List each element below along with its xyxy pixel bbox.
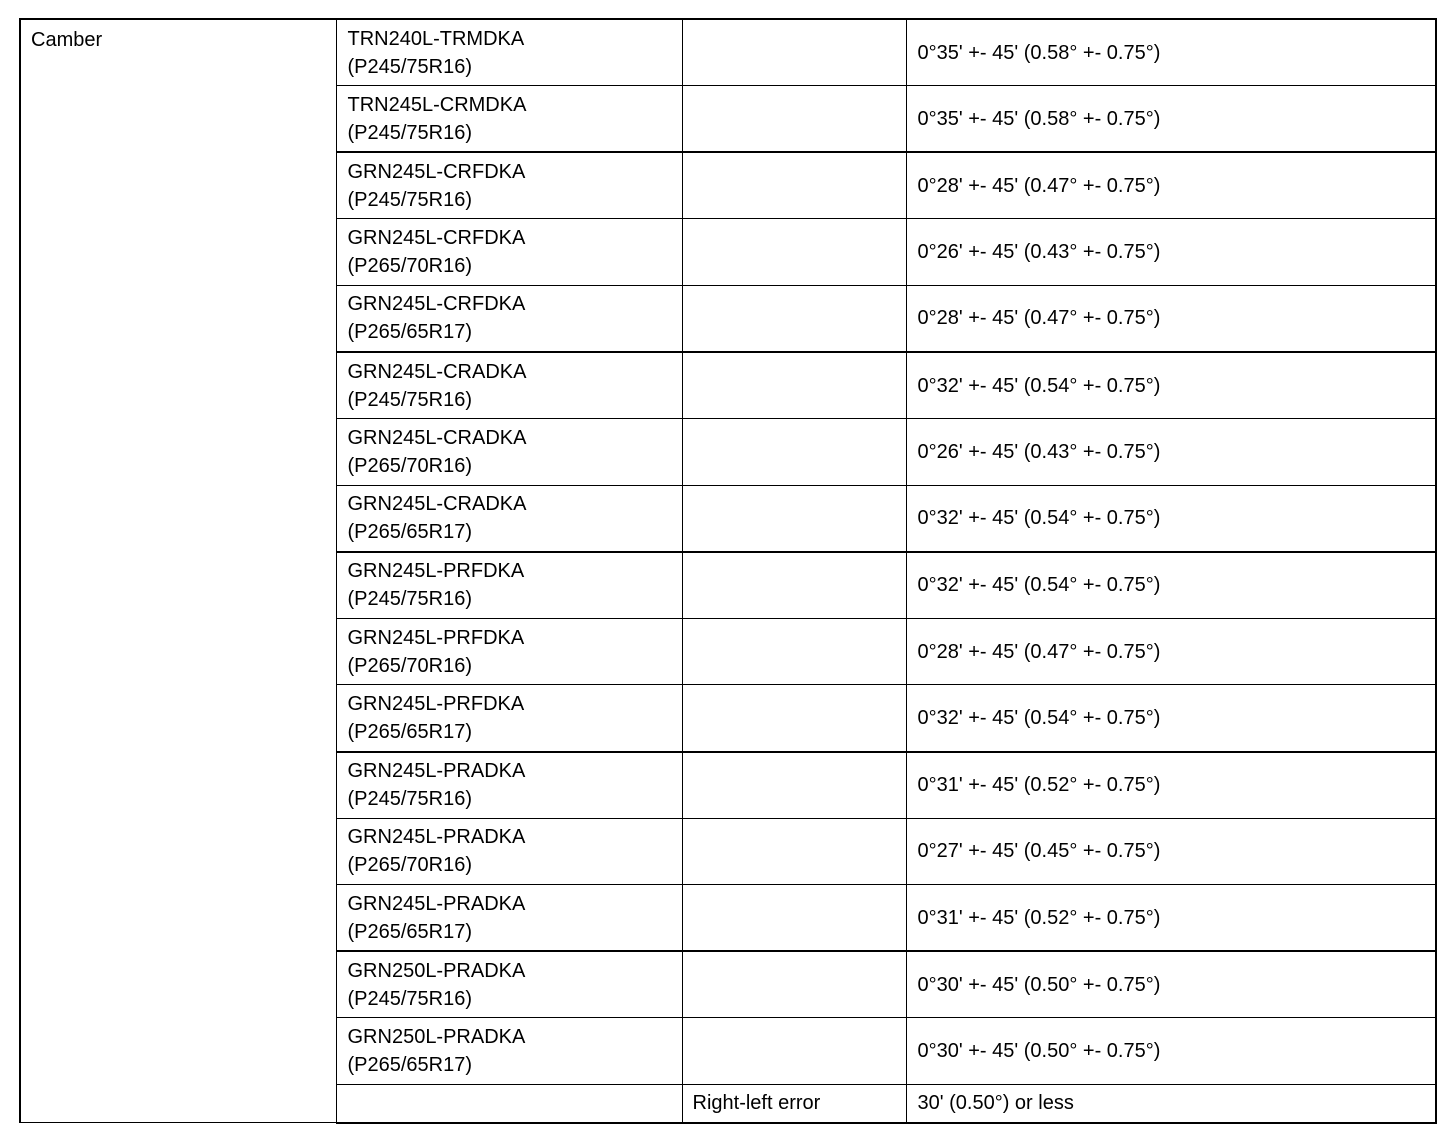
note-cell	[682, 219, 906, 286]
model-code: GRN245L-PRADKA	[347, 826, 526, 849]
spec-value: 30' (0.50°) or less	[906, 1085, 1436, 1123]
model-code: GRN245L-CRADKA	[347, 426, 527, 449]
spec-value: 0°32' +- 45' (0.54° +- 0.75°)	[906, 352, 1436, 419]
model-code: GRN245L-PRFDKA	[347, 692, 525, 715]
camber-spec-table	[19, 18, 1437, 1124]
model-code: GRN245L-PRFDKA	[347, 560, 525, 583]
model-cell	[336, 152, 682, 219]
tire-size: (P265/65R17)	[347, 920, 473, 943]
model-code: GRN250L-PRADKA	[347, 1026, 526, 1049]
note-cell	[682, 352, 906, 419]
note-cell	[682, 618, 906, 685]
tire-size: (P265/70R16)	[347, 255, 473, 278]
model-cell	[336, 419, 682, 486]
model-code: GRN245L-CRFDKA	[347, 227, 526, 250]
note-cell	[682, 152, 906, 219]
spec-value: 0°32' +- 45' (0.54° +- 0.75°)	[906, 552, 1436, 619]
tire-size: (P265/70R16)	[347, 654, 473, 677]
model-cell	[336, 1018, 682, 1085]
spec-value: 0°31' +- 45' (0.52° +- 0.75°)	[906, 885, 1436, 952]
note-cell	[682, 19, 906, 86]
spec-value: 0°28' +- 45' (0.47° +- 0.75°)	[906, 152, 1436, 219]
note-cell	[682, 685, 906, 752]
spec-value: 0°28' +- 45' (0.47° +- 0.75°)	[906, 618, 1436, 685]
tire-size: (P265/65R17)	[347, 321, 473, 344]
model-code: GRN245L-CRADKA	[347, 360, 527, 383]
model-code: TRN240L-TRMDKA	[347, 27, 525, 50]
note-cell: Right-left error	[682, 1085, 906, 1123]
note-cell	[682, 86, 906, 153]
model-cell	[336, 552, 682, 619]
note-cell	[682, 485, 906, 552]
spec-value: 0°30' +- 45' (0.50° +- 0.75°)	[906, 1018, 1436, 1085]
note-cell	[682, 419, 906, 486]
model-cell	[336, 285, 682, 352]
note-cell	[682, 1018, 906, 1085]
spec-value: 0°27' +- 45' (0.45° +- 0.75°)	[906, 818, 1436, 885]
tire-size: (P245/75R16)	[347, 188, 473, 211]
spec-value: 0°28' +- 45' (0.47° +- 0.75°)	[906, 285, 1436, 352]
note-cell	[682, 552, 906, 619]
model-code: GRN250L-PRADKA	[347, 959, 526, 982]
tire-size: (P245/75R16)	[347, 121, 473, 144]
note-cell	[682, 818, 906, 885]
model-code: GRN245L-PRADKA	[347, 892, 526, 915]
model-cell	[336, 219, 682, 286]
spec-value: 0°26' +- 45' (0.43° +- 0.75°)	[906, 219, 1436, 286]
tire-size: (P265/65R17)	[347, 521, 473, 544]
model-code: GRN245L-CRFDKA	[347, 293, 526, 316]
model-cell	[336, 19, 682, 86]
spec-value: 0°31' +- 45' (0.52° +- 0.75°)	[906, 752, 1436, 819]
note-cell	[682, 951, 906, 1018]
spec-value: 0°26' +- 45' (0.43° +- 0.75°)	[906, 419, 1436, 486]
note-cell	[682, 752, 906, 819]
spec-value: 0°35' +- 45' (0.58° +- 0.75°)	[906, 86, 1436, 153]
tire-size: (P265/70R16)	[347, 854, 473, 877]
spec-value: 0°32' +- 45' (0.54° +- 0.75°)	[906, 685, 1436, 752]
model-cell	[336, 818, 682, 885]
model-cell	[336, 352, 682, 419]
tire-size: (P265/65R17)	[347, 720, 473, 743]
model-cell	[336, 752, 682, 819]
model-cell	[336, 951, 682, 1018]
tire-size: (P265/65R17)	[347, 1054, 473, 1077]
tire-size: (P245/75R16)	[347, 788, 473, 811]
tire-size: (P245/75R16)	[347, 388, 473, 411]
category-cell: Camber	[20, 19, 336, 1123]
model-cell	[336, 885, 682, 952]
tire-size: (P245/75R16)	[347, 588, 473, 611]
note-cell	[682, 885, 906, 952]
model-code: GRN245L-CRADKA	[347, 493, 527, 516]
table-row	[20, 19, 1436, 86]
model-code: GRN245L-PRFDKA	[347, 626, 525, 649]
tire-size: (P245/75R16)	[347, 55, 473, 78]
model-cell	[336, 685, 682, 752]
spec-value: 0°32' +- 45' (0.54° +- 0.75°)	[906, 485, 1436, 552]
model-code: TRN245L-CRMDKA	[347, 93, 527, 116]
spec-value: 0°30' +- 45' (0.50° +- 0.75°)	[906, 951, 1436, 1018]
model-code: GRN245L-PRADKA	[347, 760, 526, 783]
spec-value: 0°35' +- 45' (0.58° +- 0.75°)	[906, 19, 1436, 86]
model-cell	[336, 1085, 682, 1123]
tire-size: (P265/70R16)	[347, 454, 473, 477]
tire-size: (P245/75R16)	[347, 987, 473, 1010]
model-cell	[336, 485, 682, 552]
note-cell	[682, 285, 906, 352]
model-code: GRN245L-CRFDKA	[347, 160, 526, 183]
model-cell	[336, 618, 682, 685]
model-cell	[336, 86, 682, 153]
